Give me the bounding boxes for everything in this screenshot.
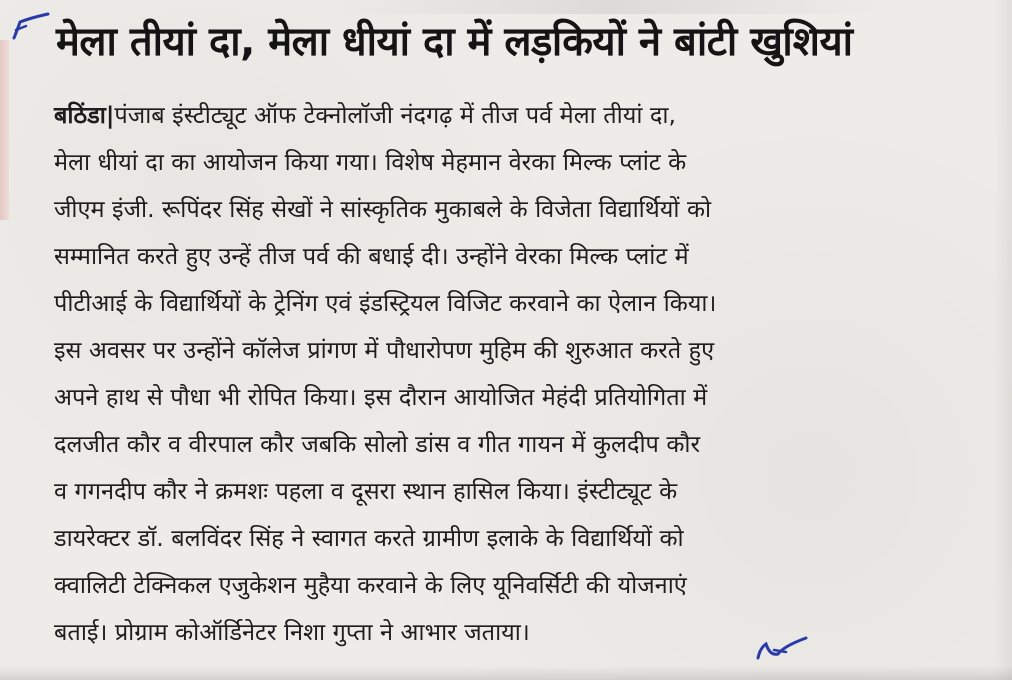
- article-line: अपने हाथ से पौधा भी रोपित किया। इस दौरान आयोजित मेहंदी प्रतियोगिता में: [54, 383, 708, 411]
- next-article-fragment: [0, 666, 1012, 680]
- dateline: बठिंडा|: [54, 101, 115, 129]
- article-line: दलजीत कौर व वीरपाल कौर जबकि सोलो डांस व गीत गायन में कुलदीप कौर: [54, 430, 701, 458]
- pen-mark-icon: [8, 8, 54, 44]
- article-line-text: पंजाब इंस्टीट्यूट ऑफ टेक्नोलॉजी नंदगढ़ में तीज पर्व मेला तीयां दा,: [114, 101, 676, 129]
- article-headline: मेला तीयां दा, मेला धीयां दा में लड़कियों ने बांटी खुशियां: [56, 19, 853, 65]
- article-body: [54, 92, 984, 656]
- article-line: बताई। प्रोग्राम कोऑर्डिनेटर निशा गुप्ता ने आभार जताया।: [54, 618, 530, 646]
- article-line: डायरेक्टर डॉ. बलविंदर सिंह ने स्वागत करते ग्रामीण इलाके के विद्यार्थियों को: [54, 524, 684, 552]
- article-line: मेला धीयां दा का आयोजन किया गया। विशेष मेहमान वेरका मिल्क प्लांट के: [54, 148, 687, 176]
- article-line: क्वालिटी टेक्निकल एजुकेशन मुहैया करवाने के लिए यूनिवर्सिटी की योजनाएं: [54, 571, 687, 599]
- pen-mark-icon: [752, 630, 798, 666]
- adjacent-column-edge: [0, 40, 9, 220]
- article-line: [54, 92, 984, 139]
- bleed-through-text: [330, 0, 890, 14]
- article-line: जीएम इंजी. रूपिंदर सिंह सेखों ने सांस्कृतिक मुकाबले के विजेता विद्यार्थियों को: [54, 195, 712, 223]
- article-line: इस अवसर पर उन्होंने कॉलेज प्रांगण में पौधारोपण मुहिम की शुरुआत करते हुए: [54, 336, 715, 364]
- article-line: व गगनदीप कौर ने क्रमशः पहला व दूसरा स्थान हासिल किया। इंस्टीट्यूट के: [54, 477, 678, 505]
- article-line: सम्मानित करते हुए उन्हें तीज पर्व की बधाई दी। उन्होंने वेरका मिल्क प्लांट में: [54, 242, 689, 270]
- page-edge-shadow: [994, 0, 1012, 680]
- article-line: पीटीआई के विद्यार्थियों के ट्रेनिंग एवं इंडस्ट्रियल विजिट करवाने का ऐलान किया।: [54, 289, 717, 317]
